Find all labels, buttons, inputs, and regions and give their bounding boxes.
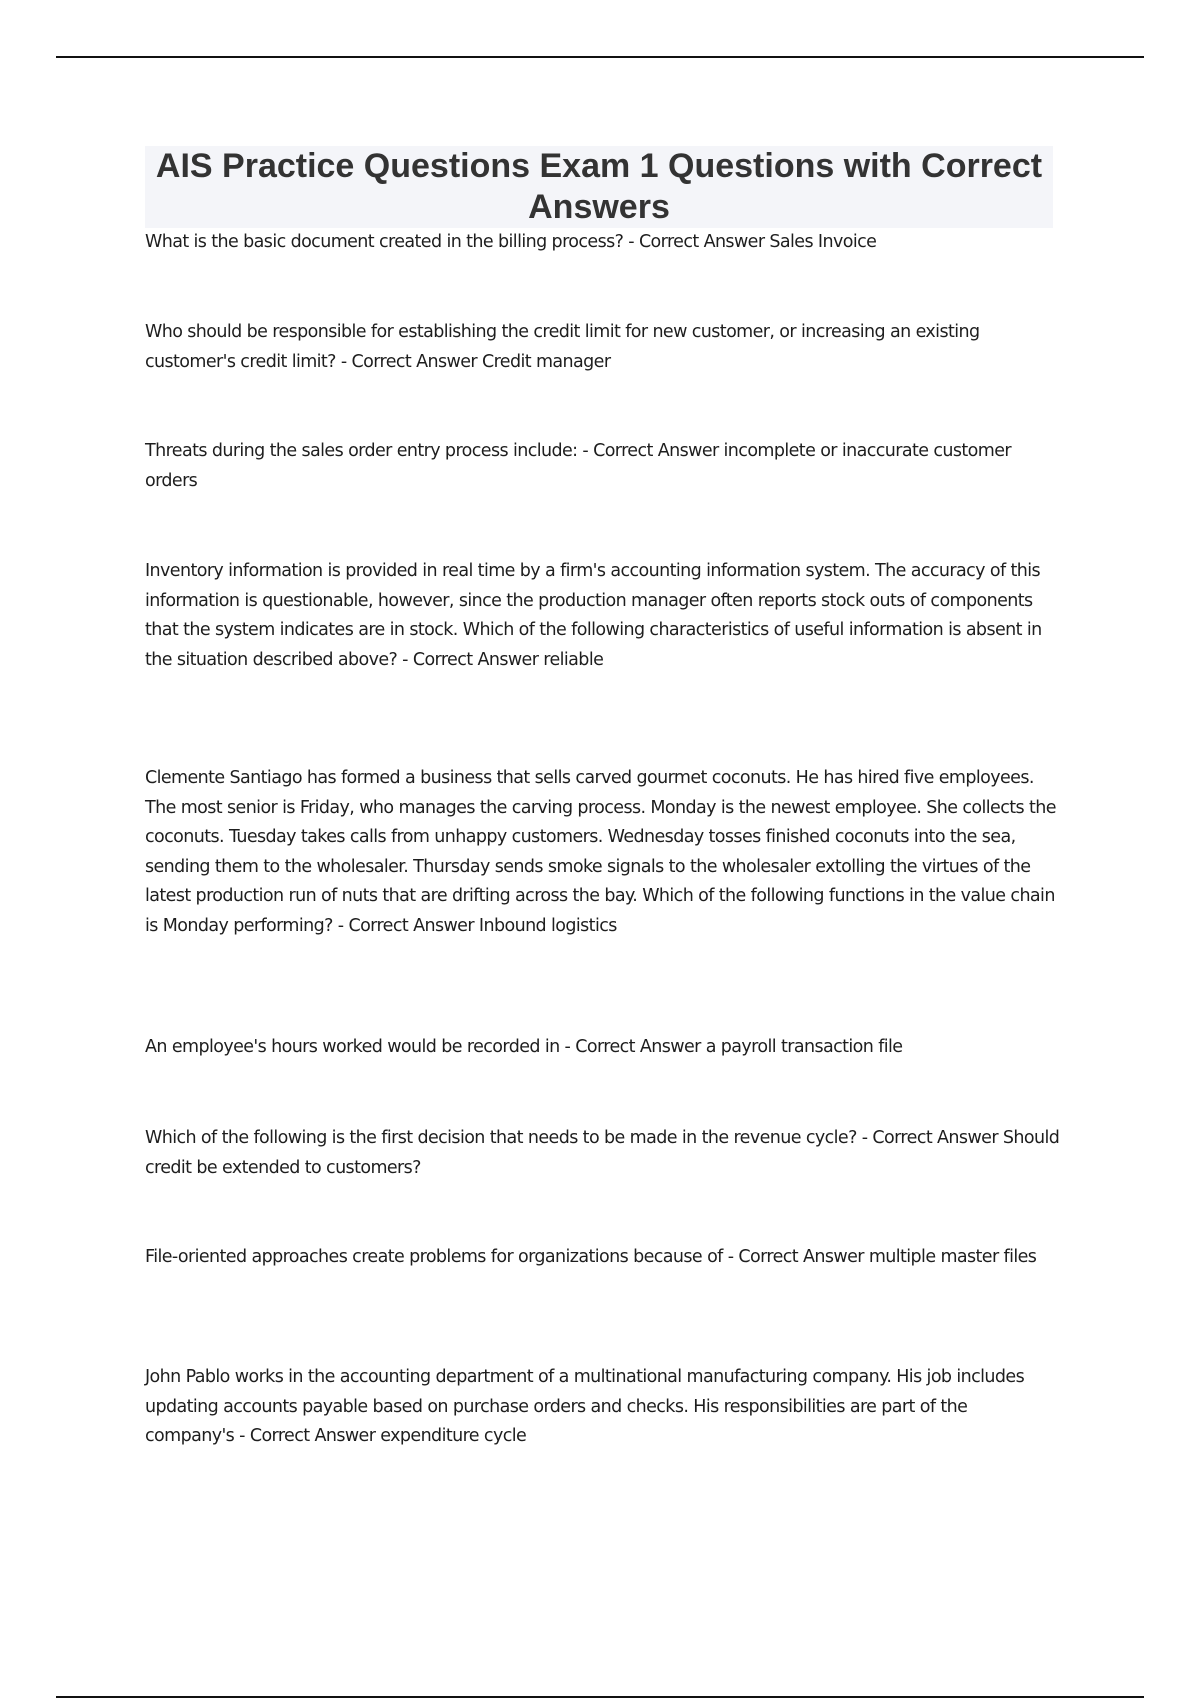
- qa-item: File-oriented approaches create problems for organizations because of - Correct Answer multiple master files: [145, 1247, 1037, 1267]
- bottom-divider: [56, 1696, 1144, 1698]
- qa-item: Threats during the sales order entry process include: - Correct Answer incomplete or inaccurate customer orders: [145, 441, 1011, 491]
- page-title: AIS Practice Questions Exam 1 Questions with Correct Answers: [155, 147, 1043, 226]
- qa-item: Which of the following is the first decision that needs to be made in the revenue cycle? - Correct Answer Should credit be extended to customers?: [145, 1128, 1060, 1178]
- qa-item: Clemente Santiago has formed a business that sells carved gourmet coconuts. He has hired five employees. The most senior is Friday, who manages the carving process. Monday is the newest employee. She collects the coconuts. Tuesday takes calls from unhappy customers. Wednesday tosses finished coconuts into the sea, sending them to the wholesaler. Thursday sends smoke signals to the wholesaler extolling the virtues of the latest production run of nuts that are drifting across the bay. Which of the following functions in the value chain is Monday performing? - Correct Answer Inbound logistics: [145, 768, 1056, 936]
- qa-item: John Pablo works in the accounting department of a multinational manufacturing company. His job includes updating accounts payable based on purchase orders and checks. His responsibilities are part of the company's - Correct Answer expenditure cycle: [145, 1367, 1025, 1446]
- qa-item: An employee's hours worked would be recorded in - Correct Answer a payroll transaction file: [145, 1037, 903, 1057]
- title-banner: [145, 146, 1053, 228]
- qa-item: What is the basic document created in the billing process? - Correct Answer Sales Invoice: [145, 232, 877, 252]
- qa-item: Inventory information is provided in real time by a firm's accounting information system. The accuracy of this information is questionable, however, since the production manager often reports stock outs of components that the system indicates are in stock. Which of the following characteristics of useful information is absent in the situation described above? - Correct Answer reliable: [145, 561, 1042, 670]
- qa-item: Who should be responsible for establishing the credit limit for new customer, or increasing an existing customer's credit limit? - Correct Answer Credit manager: [145, 322, 980, 372]
- top-divider: [56, 56, 1144, 58]
